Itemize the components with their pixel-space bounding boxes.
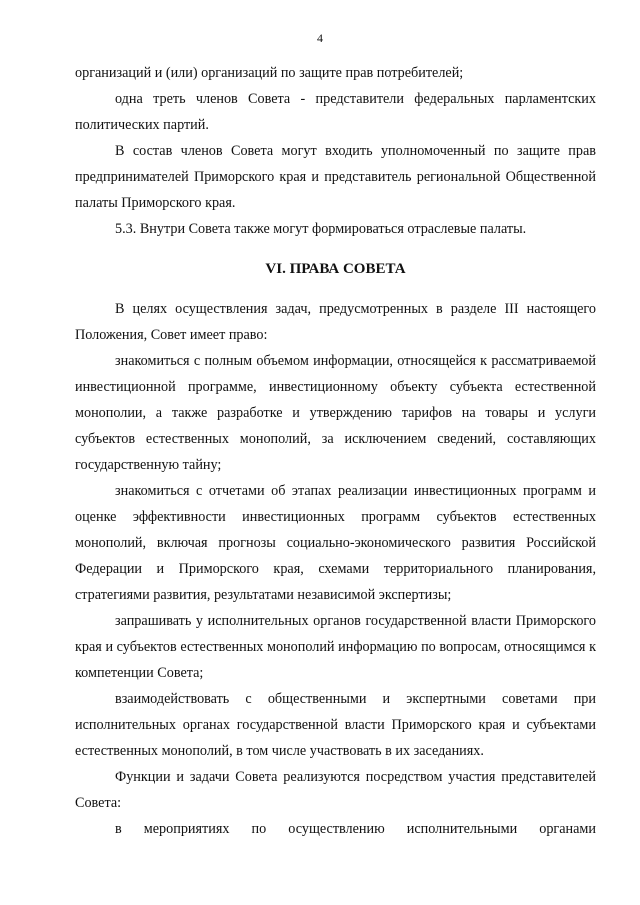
paragraph: 5.3. Внутри Совета также могут формироваться отраслевые палаты. (115, 221, 527, 237)
section-heading: VI. ПРАВА СОВЕТА (265, 261, 406, 277)
paragraph: организаций и (или) организаций по защите прав потребителей; (75, 65, 464, 81)
paragraph: запрашивать у исполнительных органов государственной власти Приморского края и субъектов естественных монополий информацию по вопросам, относящимся к компетенции Совета; (75, 613, 596, 681)
paragraph: одна треть членов Совета - представители федеральных парламентских политических партий. (75, 91, 596, 133)
paragraph: знакомиться с отчетами об этапах реализации инвестиционных программ и оценке эффективности инвестиционных программ субъектов естественных монополий, включая прогнозы социально-экономического развития Российской Федерации и Приморского края, схемами территориального планирования, стратегиями развития, результатами независимой экспертизы; (75, 483, 596, 603)
paragraph: взаимодействовать с общественными и экспертными советами при исполнительных органах государственной власти Приморского края и субъектами естественных монополий, в том числе участвовать в их заседаниях. (75, 691, 596, 759)
document-body (75, 60, 596, 842)
page-number: 4 (317, 31, 323, 45)
paragraph: В целях осуществления задач, предусмотренных в разделе III настоящего Положения, Совет имеет право: (75, 301, 596, 343)
paragraph: В состав членов Совета могут входить уполномоченный по защите прав предпринимателей Приморского края и представитель региональной Общественной палаты Приморского края. (75, 143, 596, 211)
paragraph: знакомиться с полным объемом информации, относящейся к рассматриваемой инвестиционной программе, инвестиционному объекту субъекта естественной монополии, а также разработке и утверждению тарифов на товары и услуги субъектов естественных монополий, за исключением сведений, составляющих государственную тайну; (75, 353, 596, 473)
paragraph: в мероприятиях по осуществлению исполнительными органами (115, 821, 596, 837)
paragraph: Функции и задачи Совета реализуются посредством участия представителей Совета: (75, 769, 596, 811)
